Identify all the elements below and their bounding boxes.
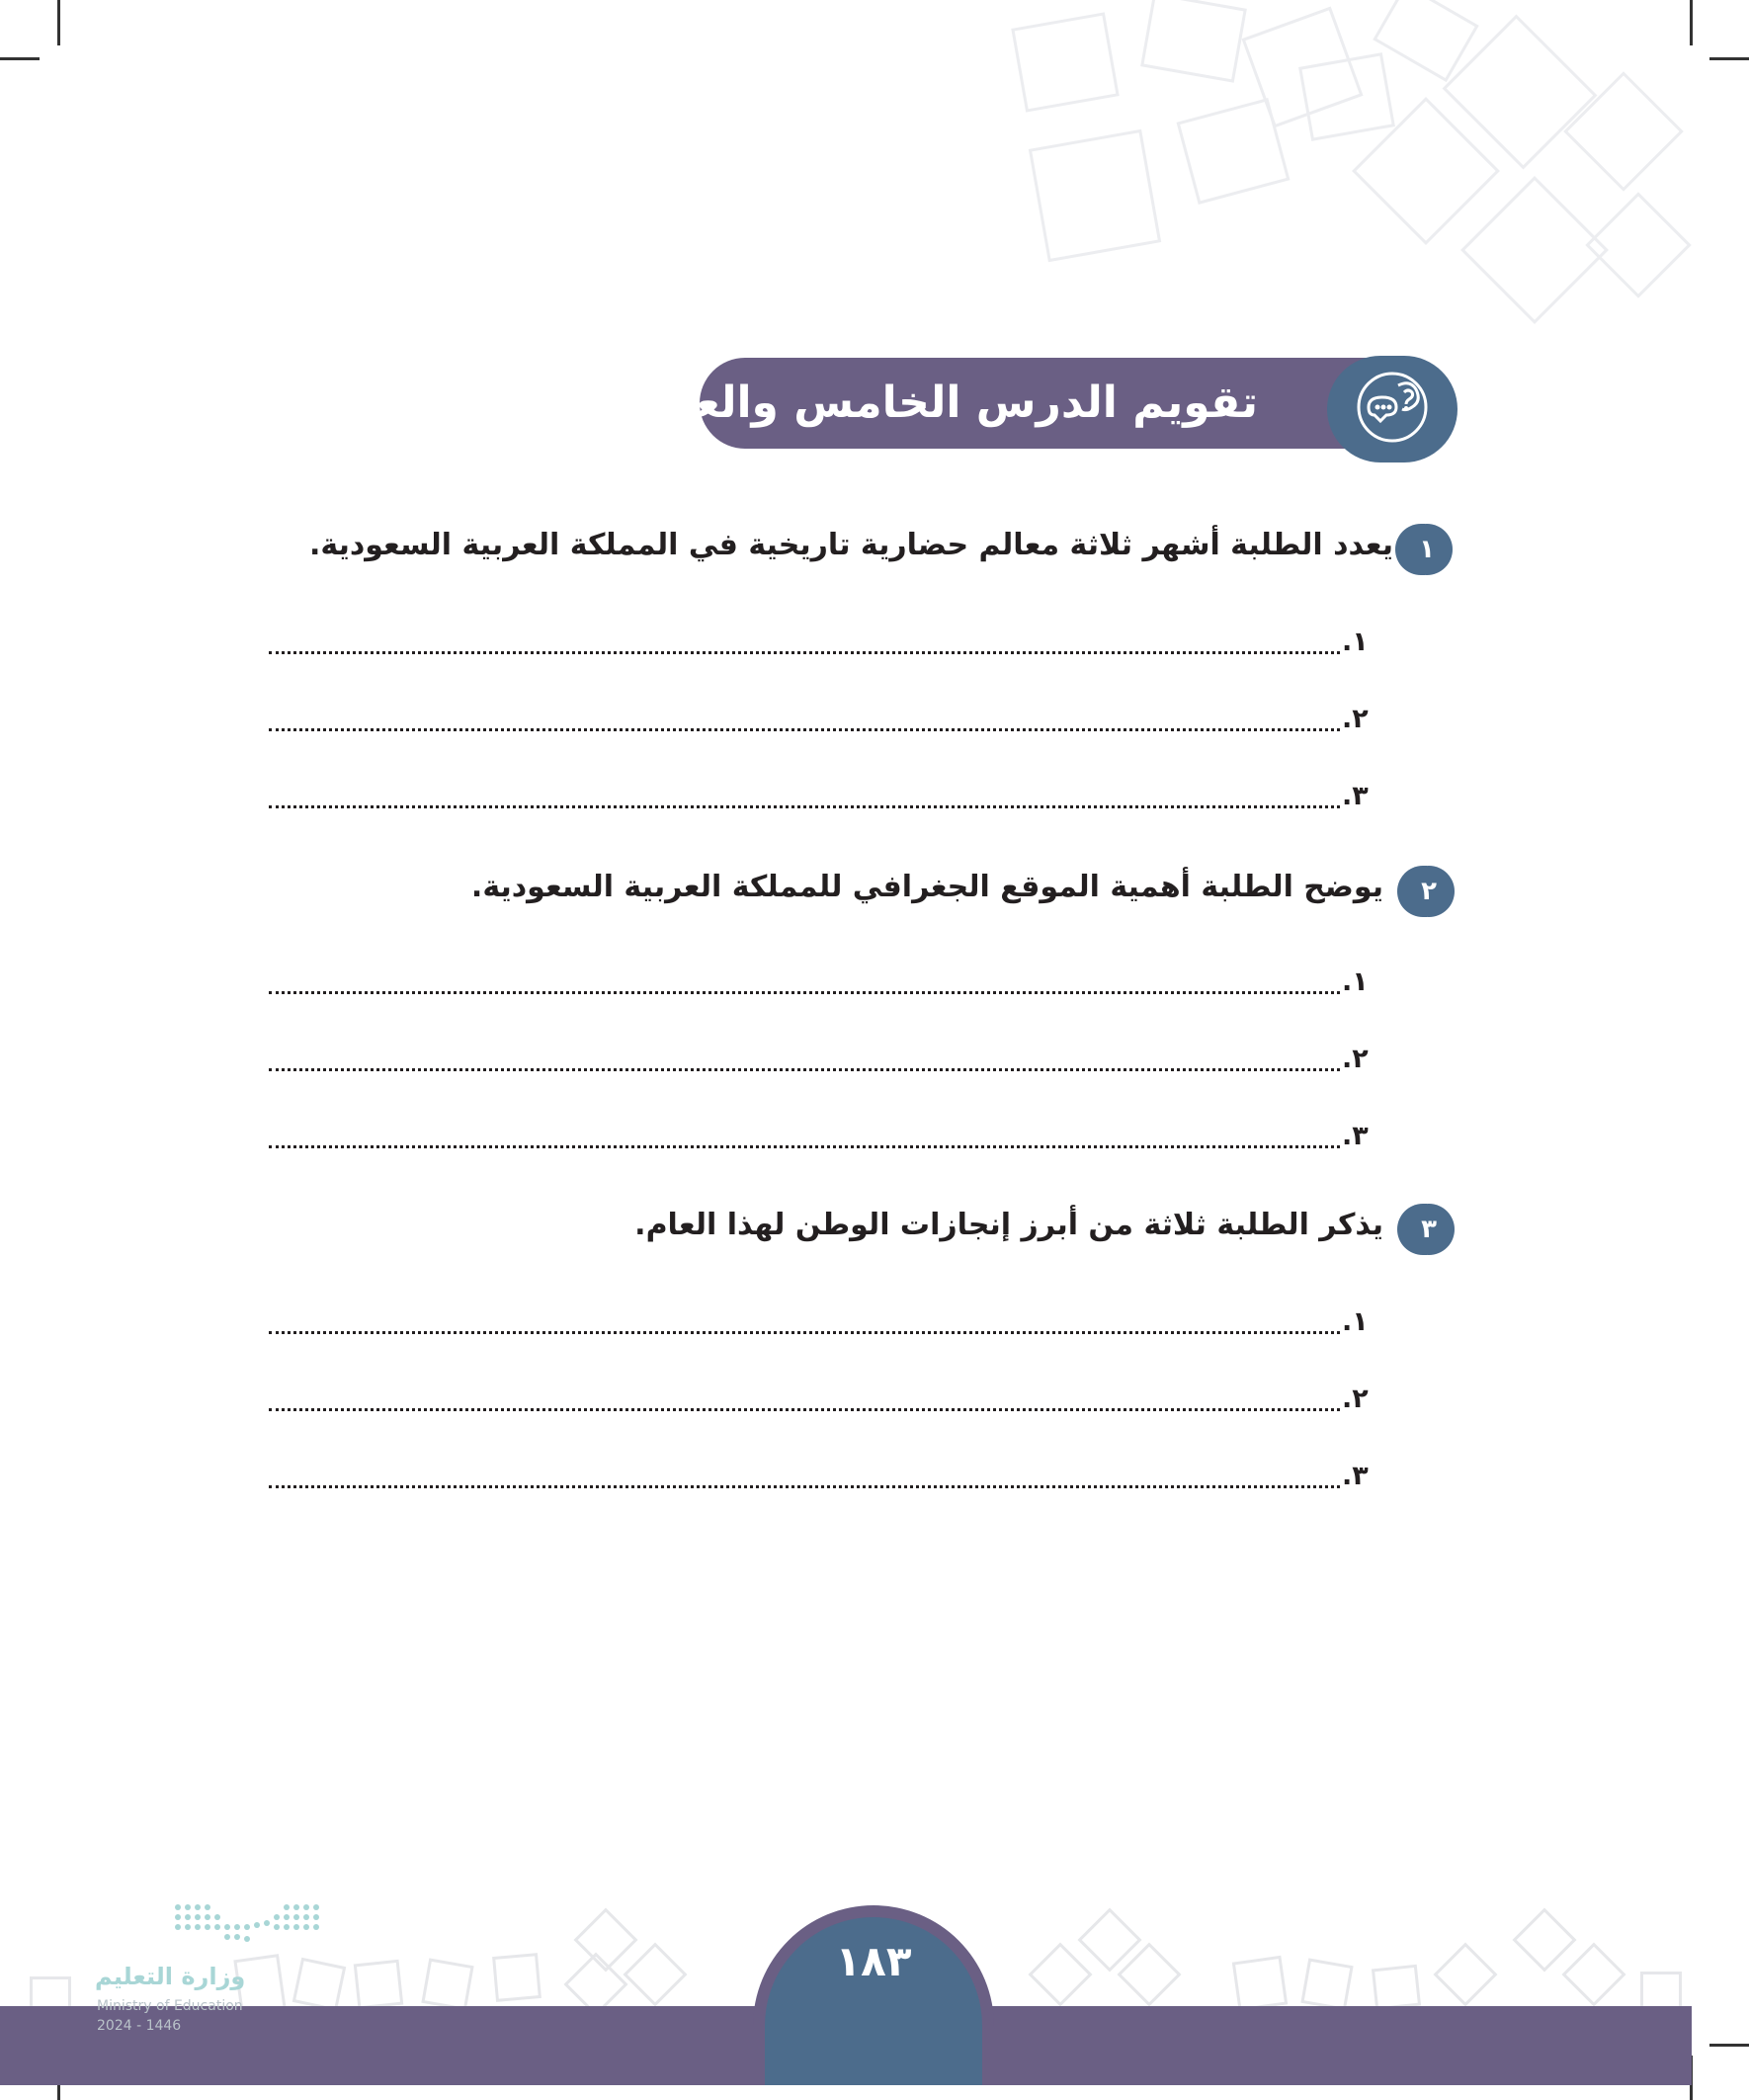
question-text: يذكر الطلبة ثلاثة من أبرز إنجازات الوطن لهذا العام. xyxy=(634,1208,1383,1242)
question-number-badge: ١ xyxy=(1401,524,1453,575)
answer-line[interactable] xyxy=(269,779,1375,814)
answer-line[interactable] xyxy=(269,625,1375,660)
dotted-line xyxy=(269,728,1340,731)
answer-line[interactable] xyxy=(269,1119,1375,1154)
title-banner xyxy=(568,358,1386,449)
crop-mark xyxy=(1709,2044,1749,2047)
dotted-line xyxy=(269,1068,1340,1071)
dotted-line xyxy=(269,1485,1340,1488)
answer-number: ١. xyxy=(1342,1306,1369,1337)
question-number-badge: ٢ xyxy=(1403,866,1455,917)
answer-number: ١. xyxy=(1342,627,1369,657)
ministry-year: 2024 - 1446 xyxy=(97,2018,182,2034)
dotted-line xyxy=(269,651,1340,654)
crop-mark xyxy=(1709,57,1749,60)
ministry-name: وزارة التعليم xyxy=(95,1963,246,1990)
answer-number: ٢. xyxy=(1342,704,1369,734)
dotted-line xyxy=(269,991,1340,994)
answer-line[interactable] xyxy=(269,1382,1375,1417)
answer-number: ٢. xyxy=(1342,1384,1369,1414)
title-icon-badge xyxy=(1327,356,1458,462)
dotted-line xyxy=(269,1145,1340,1148)
answer-line[interactable] xyxy=(269,1304,1375,1340)
answer-number: ٢. xyxy=(1342,1044,1369,1074)
answer-number: ٣. xyxy=(1342,1461,1369,1491)
crop-mark xyxy=(57,0,60,45)
answer-line[interactable] xyxy=(269,1042,1375,1077)
answer-number: ٣. xyxy=(1342,781,1369,811)
crop-mark xyxy=(0,57,40,60)
ministry-logo-dots-icon xyxy=(168,1897,326,1957)
crop-mark xyxy=(1690,0,1693,45)
question-text: يعدد الطلبة أشهر ثلاثة معالم حضارية تاريخية في المملكة العربية السعودية. xyxy=(308,528,1393,562)
answer-line[interactable] xyxy=(269,965,1375,1000)
dotted-line xyxy=(269,805,1340,808)
answer-number: ١. xyxy=(1342,966,1369,997)
question-number-badge: ٣ xyxy=(1403,1204,1455,1255)
page-title: تقويم الدرس الخامس والعشرين xyxy=(568,378,1258,428)
ministry-name-english: Ministry of Education xyxy=(97,1998,243,2014)
page-number: ١٨٣ xyxy=(835,1937,912,1985)
answer-line[interactable] xyxy=(269,702,1375,737)
question-chat-icon xyxy=(1327,356,1458,462)
dotted-line xyxy=(269,1331,1340,1334)
answer-number: ٣. xyxy=(1342,1121,1369,1151)
answer-line[interactable] xyxy=(269,1459,1375,1494)
dotted-line xyxy=(269,1408,1340,1411)
question-text: يوضح الطلبة أهمية الموقع الجغرافي للمملكة العربية السعودية. xyxy=(470,870,1383,904)
